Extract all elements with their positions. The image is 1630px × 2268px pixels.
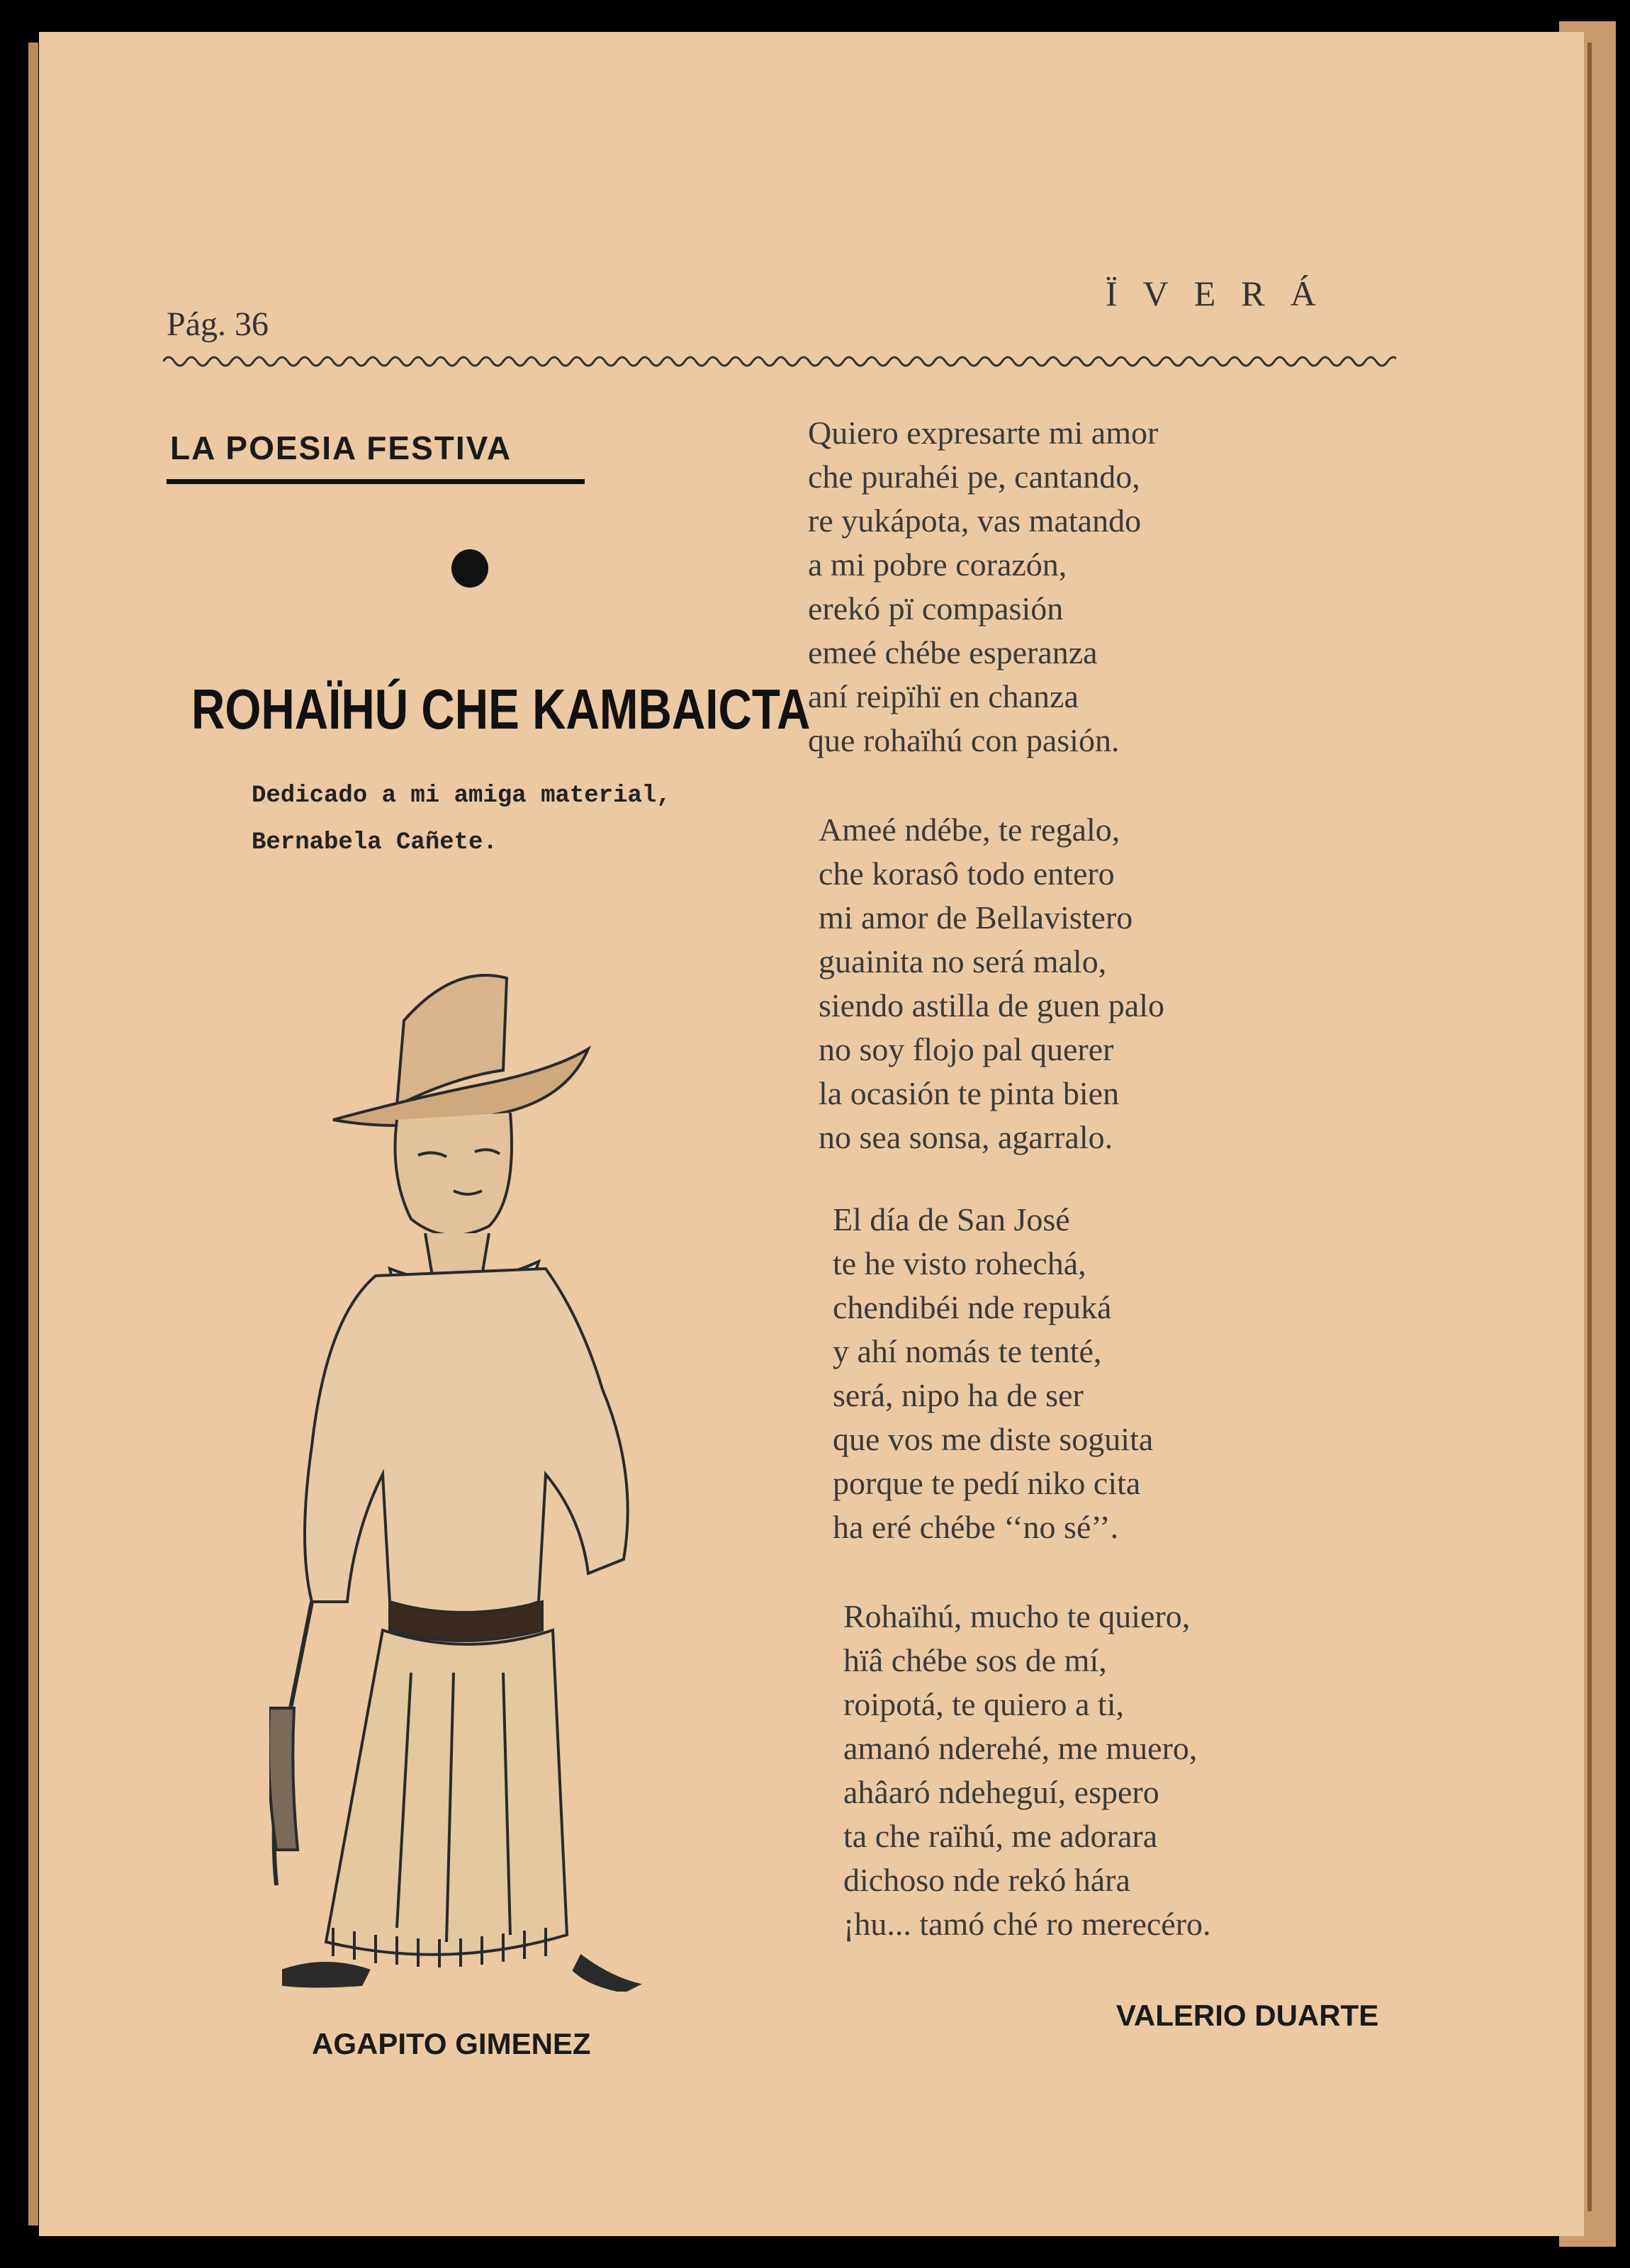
page-number: Pág. 36 [167,305,269,343]
verse-line: El día de San José [833,1201,1070,1237]
author-name-left: AGAPITO GIMENEZ [312,2027,591,2060]
page-edge-strip [1587,43,1592,2211]
verse-line: dichoso nde rekó hára [843,1862,1130,1898]
verse-line: che purahéi pe, cantando, [808,459,1140,495]
verse-line: que vos me diste soguita [833,1421,1154,1457]
verse-line: hïâ chébe sos de mí, [843,1642,1107,1678]
page-edge-left [28,43,38,2225]
bullet-dot [451,549,488,588]
dedication-line: Dedicado a mi amiga material, [252,782,671,809]
verse-line: Ameé ndébe, te regalo, [819,812,1120,848]
verse-line: emeé chébe esperanza [808,634,1098,670]
section-title: LA POESIA FESTIVA [170,430,512,466]
verse-line: roipotá, te quiero a ti, [843,1686,1124,1722]
poem-stanza-2 [819,808,1164,1160]
verse-line: mi amor de Bellavistero [819,899,1133,936]
verse-line: re yukápota, vas matando [808,503,1142,539]
poem-title: ROHAÏHÚ CHE KAMBAICTA [191,678,811,741]
verse-line: que rohaïhú con pasión. [808,722,1120,758]
magazine-name: ÏVERÁ [1106,274,1342,313]
author-name-right: VALERIO DUARTE [1116,1999,1379,2032]
verse-line: ahâaró ndeheguí, espero [843,1774,1159,1810]
poem-stanza-1 [808,411,1158,763]
poem-stanza-4 [843,1595,1211,1946]
verse-line: Rohaïhú, mucho te quiero, [843,1598,1191,1634]
verse-line: erekó pï compasión [808,590,1064,627]
dedication-line: Bernabela Cañete. [252,829,498,856]
verse-line: porque te pedí niko cita [833,1465,1141,1501]
gaucho-illustration [269,964,695,1992]
verse-line: ta che raïhú, me adorara [843,1818,1158,1854]
verse-line: ¡hu... tamó ché ro merecéro. [843,1906,1211,1942]
verse-line: Quiero expresarte mi amor [808,415,1159,451]
verse-line: aní reipïhï en chanza [808,678,1079,714]
verse-line: no sea sonsa, agarralo. [819,1119,1113,1155]
verse-line: a mi pobre corazón, [808,546,1067,583]
section-underline [167,479,585,484]
poem-stanza-3 [833,1198,1153,1549]
verse-line: no soy flojo pal querer [819,1031,1114,1067]
verse-line: amanó nderehé, me muero, [843,1730,1198,1766]
verse-line: guainita no será malo, [819,943,1107,979]
verse-line: y ahí nomás te tenté, [833,1333,1102,1369]
verse-line: te he visto rohechá, [833,1245,1086,1281]
verse-line: chendibéi nde repuká [833,1289,1112,1325]
dedication [252,773,671,866]
verse-line: siendo astilla de guen palo [819,987,1164,1023]
wavy-rule [163,333,1396,376]
verse-line: ha eré chébe ‘‘no sé’’. [833,1509,1119,1545]
verse-line: será, nipo ha de ser [833,1377,1084,1413]
verse-line: la ocasión te pinta bien [819,1075,1120,1111]
verse-line: che korasô todo entero [819,855,1115,892]
